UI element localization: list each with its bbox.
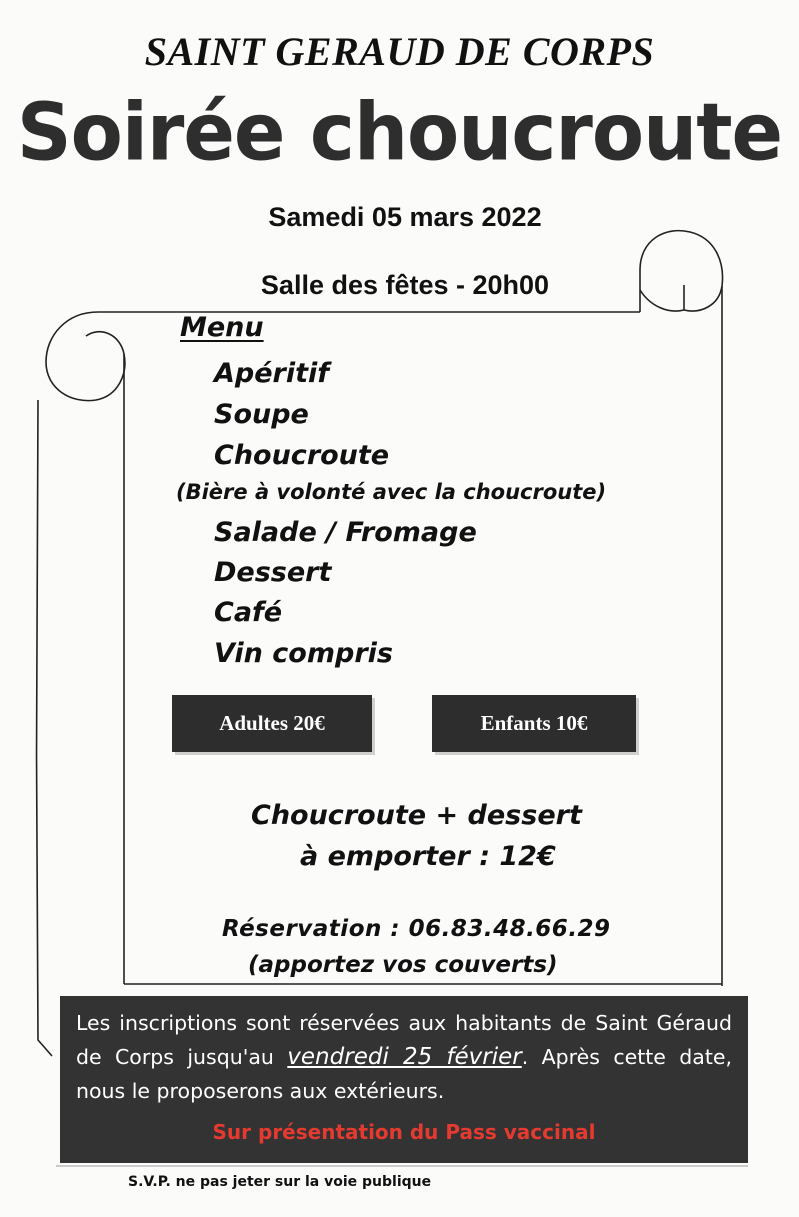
menu-item-dessert: Dessert xyxy=(214,557,332,588)
menu-item-soupe: Soupe xyxy=(214,399,309,430)
reservation-phone: Réservation : 06.83.48.66.29 xyxy=(222,916,611,942)
menu-item-aperitif: Apéritif xyxy=(214,358,330,389)
notice-text xyxy=(76,1006,732,1108)
menu-item-cafe: Café xyxy=(214,597,283,628)
menu-item-salade-fromage: Salade / Fromage xyxy=(214,517,477,548)
registration-notice xyxy=(60,996,748,1163)
menu-note: (Bière à volonté avec la choucroute) xyxy=(176,480,607,504)
menu-item-choucroute: Choucroute xyxy=(214,440,390,471)
takeaway-line-2: à emporter : 12€ xyxy=(300,841,556,872)
event-title: Soirée choucroute xyxy=(16,84,783,179)
cutlery-note: (apportez vos couverts) xyxy=(248,952,558,978)
menu-title: Menu xyxy=(180,312,264,343)
event-venue-time: Salle des fêtes - 20h00 xyxy=(260,270,550,300)
footer-note: S.V.P. ne pas jeter sur la voie publique xyxy=(128,1174,432,1190)
village-name: SAINT GERAUD DE CORPS xyxy=(144,29,655,74)
event-date: Samedi 05 mars 2022 xyxy=(268,202,542,232)
takeaway-line-1: Choucroute + dessert xyxy=(251,800,582,831)
price-children-badge: Enfants 10€ xyxy=(432,695,636,752)
menu-item-vin: Vin compris xyxy=(214,638,393,669)
vaccine-pass-notice: Sur présentation du Pass vaccinal xyxy=(212,1120,596,1144)
notice-text-after: . Après cette date, nous le proposerons aux extérieurs. xyxy=(76,1045,733,1103)
notice-deadline: vendredi 25 février xyxy=(287,1044,522,1070)
notice-text-before: Les inscriptions sont réservées aux habitants de Saint Géraud de Corps jusqu'au xyxy=(76,1011,732,1069)
price-adults-badge: Adultes 20€ xyxy=(172,695,372,752)
